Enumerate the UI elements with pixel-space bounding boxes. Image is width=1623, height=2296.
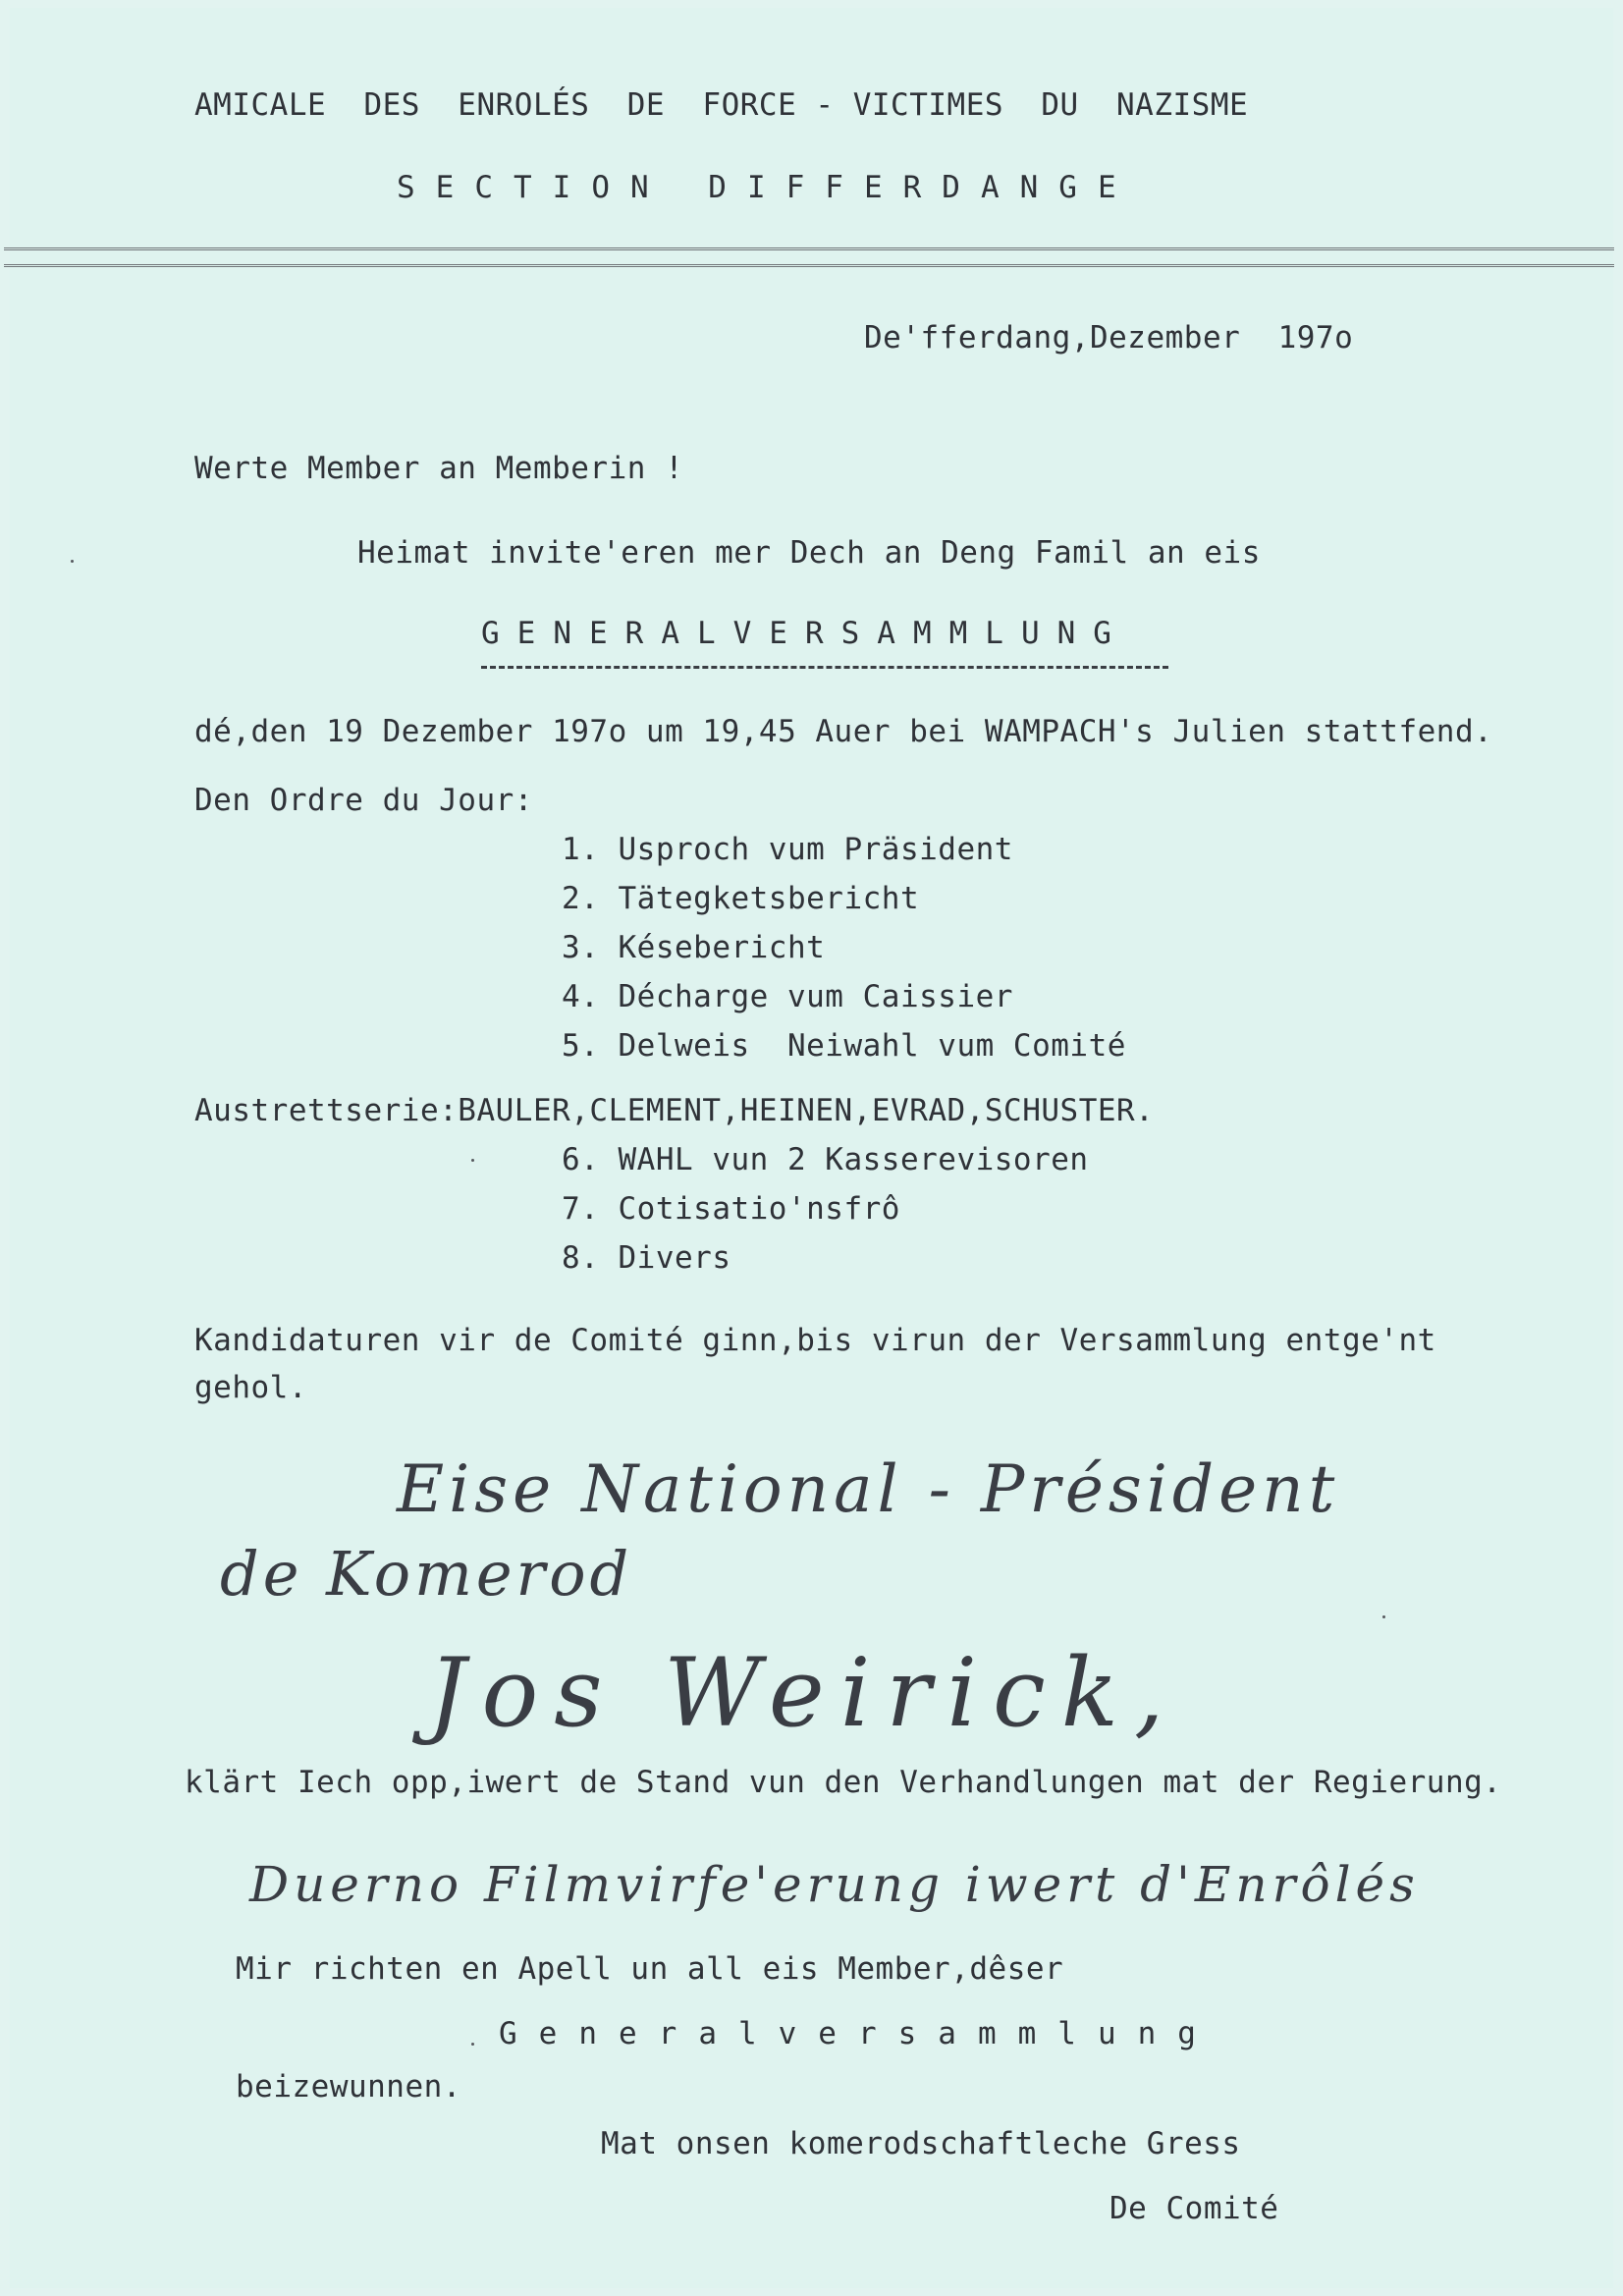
- event-title-underline: [481, 666, 1168, 669]
- agenda-item: [562, 831, 1013, 868]
- handwritten-film-line: Duerno Filmvirfe'erung iwert d'Enrôlés: [249, 1856, 1420, 1913]
- agenda-item: [562, 1027, 1126, 1065]
- handwritten-komerod-line: de Komerod: [220, 1538, 633, 1610]
- agenda-item: [562, 1239, 730, 1277]
- agenda-item-number: 7.: [562, 1191, 600, 1227]
- invitation-line: Heimat invite'eren mer Dech an Deng Famil an eis: [357, 535, 1261, 571]
- event-title: GENERALVERSAMMLUNG: [481, 616, 1129, 651]
- agenda-item-number: 1.: [562, 832, 600, 867]
- agenda-item: [562, 1141, 1089, 1178]
- agenda-item: [562, 929, 825, 966]
- date-line: De'fferdang,Dezember 197o: [864, 320, 1354, 355]
- event-details: dé,den 19 Dezember 197o um 19,45 Auer bei WAMPACH's Julien stattfend.: [194, 714, 1493, 749]
- agenda-item-number: 3.: [562, 930, 600, 965]
- agenda-label: Den Ordre du Jour:: [194, 783, 533, 818]
- agenda-item: [562, 880, 919, 917]
- agenda-item-text: Usproch vum Präsident: [618, 832, 1013, 867]
- header-divider: [4, 247, 1614, 267]
- agenda-item-text: Cotisatio'nsfrô: [618, 1191, 900, 1227]
- agenda-item-text: Divers: [618, 1240, 731, 1276]
- appeal-line-1: Mir richten en Apell un all eis Member,dêser: [236, 1951, 1064, 1987]
- paper-speck: [1382, 1615, 1385, 1618]
- agenda-item-number: 8.: [562, 1240, 600, 1276]
- info-line: klärt Iech opp,iwert de Stand vun den Verhandlungen mat der Regierung.: [185, 1765, 1502, 1800]
- candidatures-line-1: Kandidaturen vir de Comité ginn,bis virun der Versammlung entge'nt: [194, 1323, 1436, 1358]
- paper-speck: [471, 1159, 474, 1162]
- paper-speck: [71, 560, 74, 563]
- agenda-item: [562, 978, 1013, 1015]
- salutation: Werte Member an Memberin !: [194, 451, 684, 486]
- appeal-line-2: beizewunnen.: [236, 2069, 461, 2105]
- closing-line: Mat onsen komerodschaftleche Gress: [601, 2126, 1241, 2161]
- resignation-series: Austrettserie:BAULER,CLEMENT,HEINEN,EVRAD,SCHUSTER.: [194, 1093, 1155, 1128]
- agenda-item-number: 4.: [562, 979, 600, 1014]
- agenda-item: [562, 1190, 900, 1228]
- signature: De Comité: [1109, 2191, 1279, 2226]
- candidatures-line-2: gehol.: [194, 1370, 307, 1405]
- handwritten-president-line: Eise National - Président: [397, 1451, 1340, 1527]
- paper-speck: [471, 2043, 474, 2046]
- section-title: SECTION DIFFERDANGE: [397, 170, 1137, 205]
- handwritten-name: Jos Weirick,: [428, 1638, 1180, 1748]
- appeal-word: Generalversammlung: [499, 2016, 1217, 2051]
- agenda-item-number: 6.: [562, 1142, 600, 1177]
- agenda-item-text: WAHL vun 2 Kasserevisoren: [618, 1142, 1089, 1177]
- agenda-item-text: Décharge vum Caissier: [618, 979, 1013, 1014]
- agenda-item-text: Delweis Neiwahl vum Comité: [618, 1028, 1126, 1064]
- agenda-item-number: 2.: [562, 881, 600, 916]
- agenda-item-number: 5.: [562, 1028, 600, 1064]
- agenda-item-text: Késebericht: [618, 930, 826, 965]
- agenda-item-text: Tätegketsbericht: [618, 881, 920, 916]
- organization-title: AMICALE DES ENROLÉS DE FORCE - VICTIMES DU NAZISME: [194, 87, 1249, 123]
